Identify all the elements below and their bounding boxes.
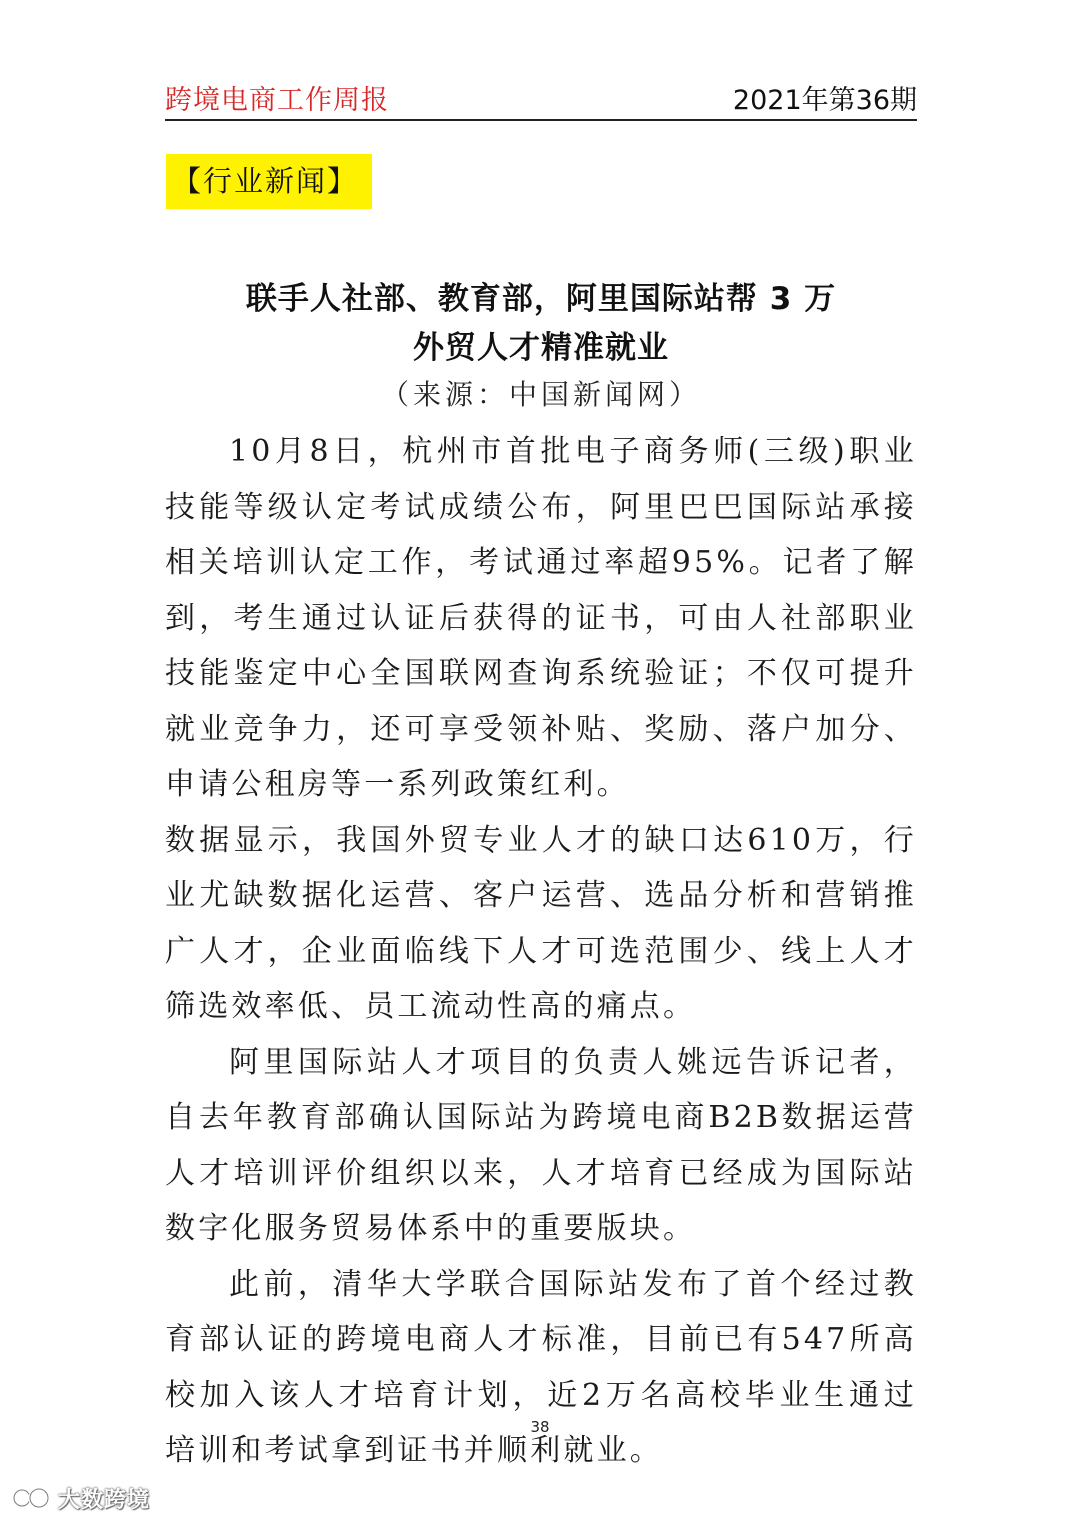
paragraph-4: 此前，清华大学联合国际站发布了首个经过教育部认证的跨境电商人才标准，目前已有547所高校加入该人才培育计划，近2万名高校毕业生通过培训和考试拿到证书并顺利就业。 — [165, 1266, 917, 1468]
article-source: （来源：中国新闻网） — [380, 378, 701, 411]
watermark-text: 大数跨境 — [58, 1487, 151, 1513]
publication-title: 跨境电商工作周报 — [165, 85, 389, 116]
article-title-line-1: 联手人社部、教育部，阿里国际站帮 3 万 — [245, 281, 837, 317]
issue-number: 2021年第36期 — [732, 85, 917, 116]
watermark — [12, 1480, 150, 1516]
page-header — [165, 78, 917, 118]
brand-logo-icon — [12, 1483, 52, 1513]
paragraph-3: 阿里国际站人才项目的负责人姚远告诉记者，自去年教育部确认国际站为跨境电商B2B数据运营人才培训评价组织以来，人才培育已经成为国际站数字化服务贸易体系中的重要版块。 — [165, 1044, 917, 1246]
paragraph-2: 数据显示，我国外贸专业人才的缺口达610万，行业尤缺数据化运营、客户运营、选品分析和营销推广人才，企业面临线下人才可选范围少、线上人才筛选效率低、员工流动性高的痛点。 — [165, 822, 917, 1024]
paragraph-1: 10月8日，杭州市首批电子商务师(三级)职业技能等级认定考试成绩公布，阿里巴巴国际站承接相关培训认定工作，考试通过率超95%。记者了解到，考生通过认证后获得的证书，可由人社部职业技能鉴定中心全国联网查询系统验证；不仅可提升就业竞争力，还可享受领补贴、奖励、落户加分、申请公租房等一系列政策红利。 — [165, 434, 917, 802]
article-title-line-2: 外贸人才精准就业 — [413, 330, 669, 366]
section-tag: 【行业新闻】 — [166, 154, 372, 209]
page-number: 38 — [530, 1418, 550, 1436]
header-divider — [165, 119, 917, 121]
article-body — [165, 424, 917, 1479]
